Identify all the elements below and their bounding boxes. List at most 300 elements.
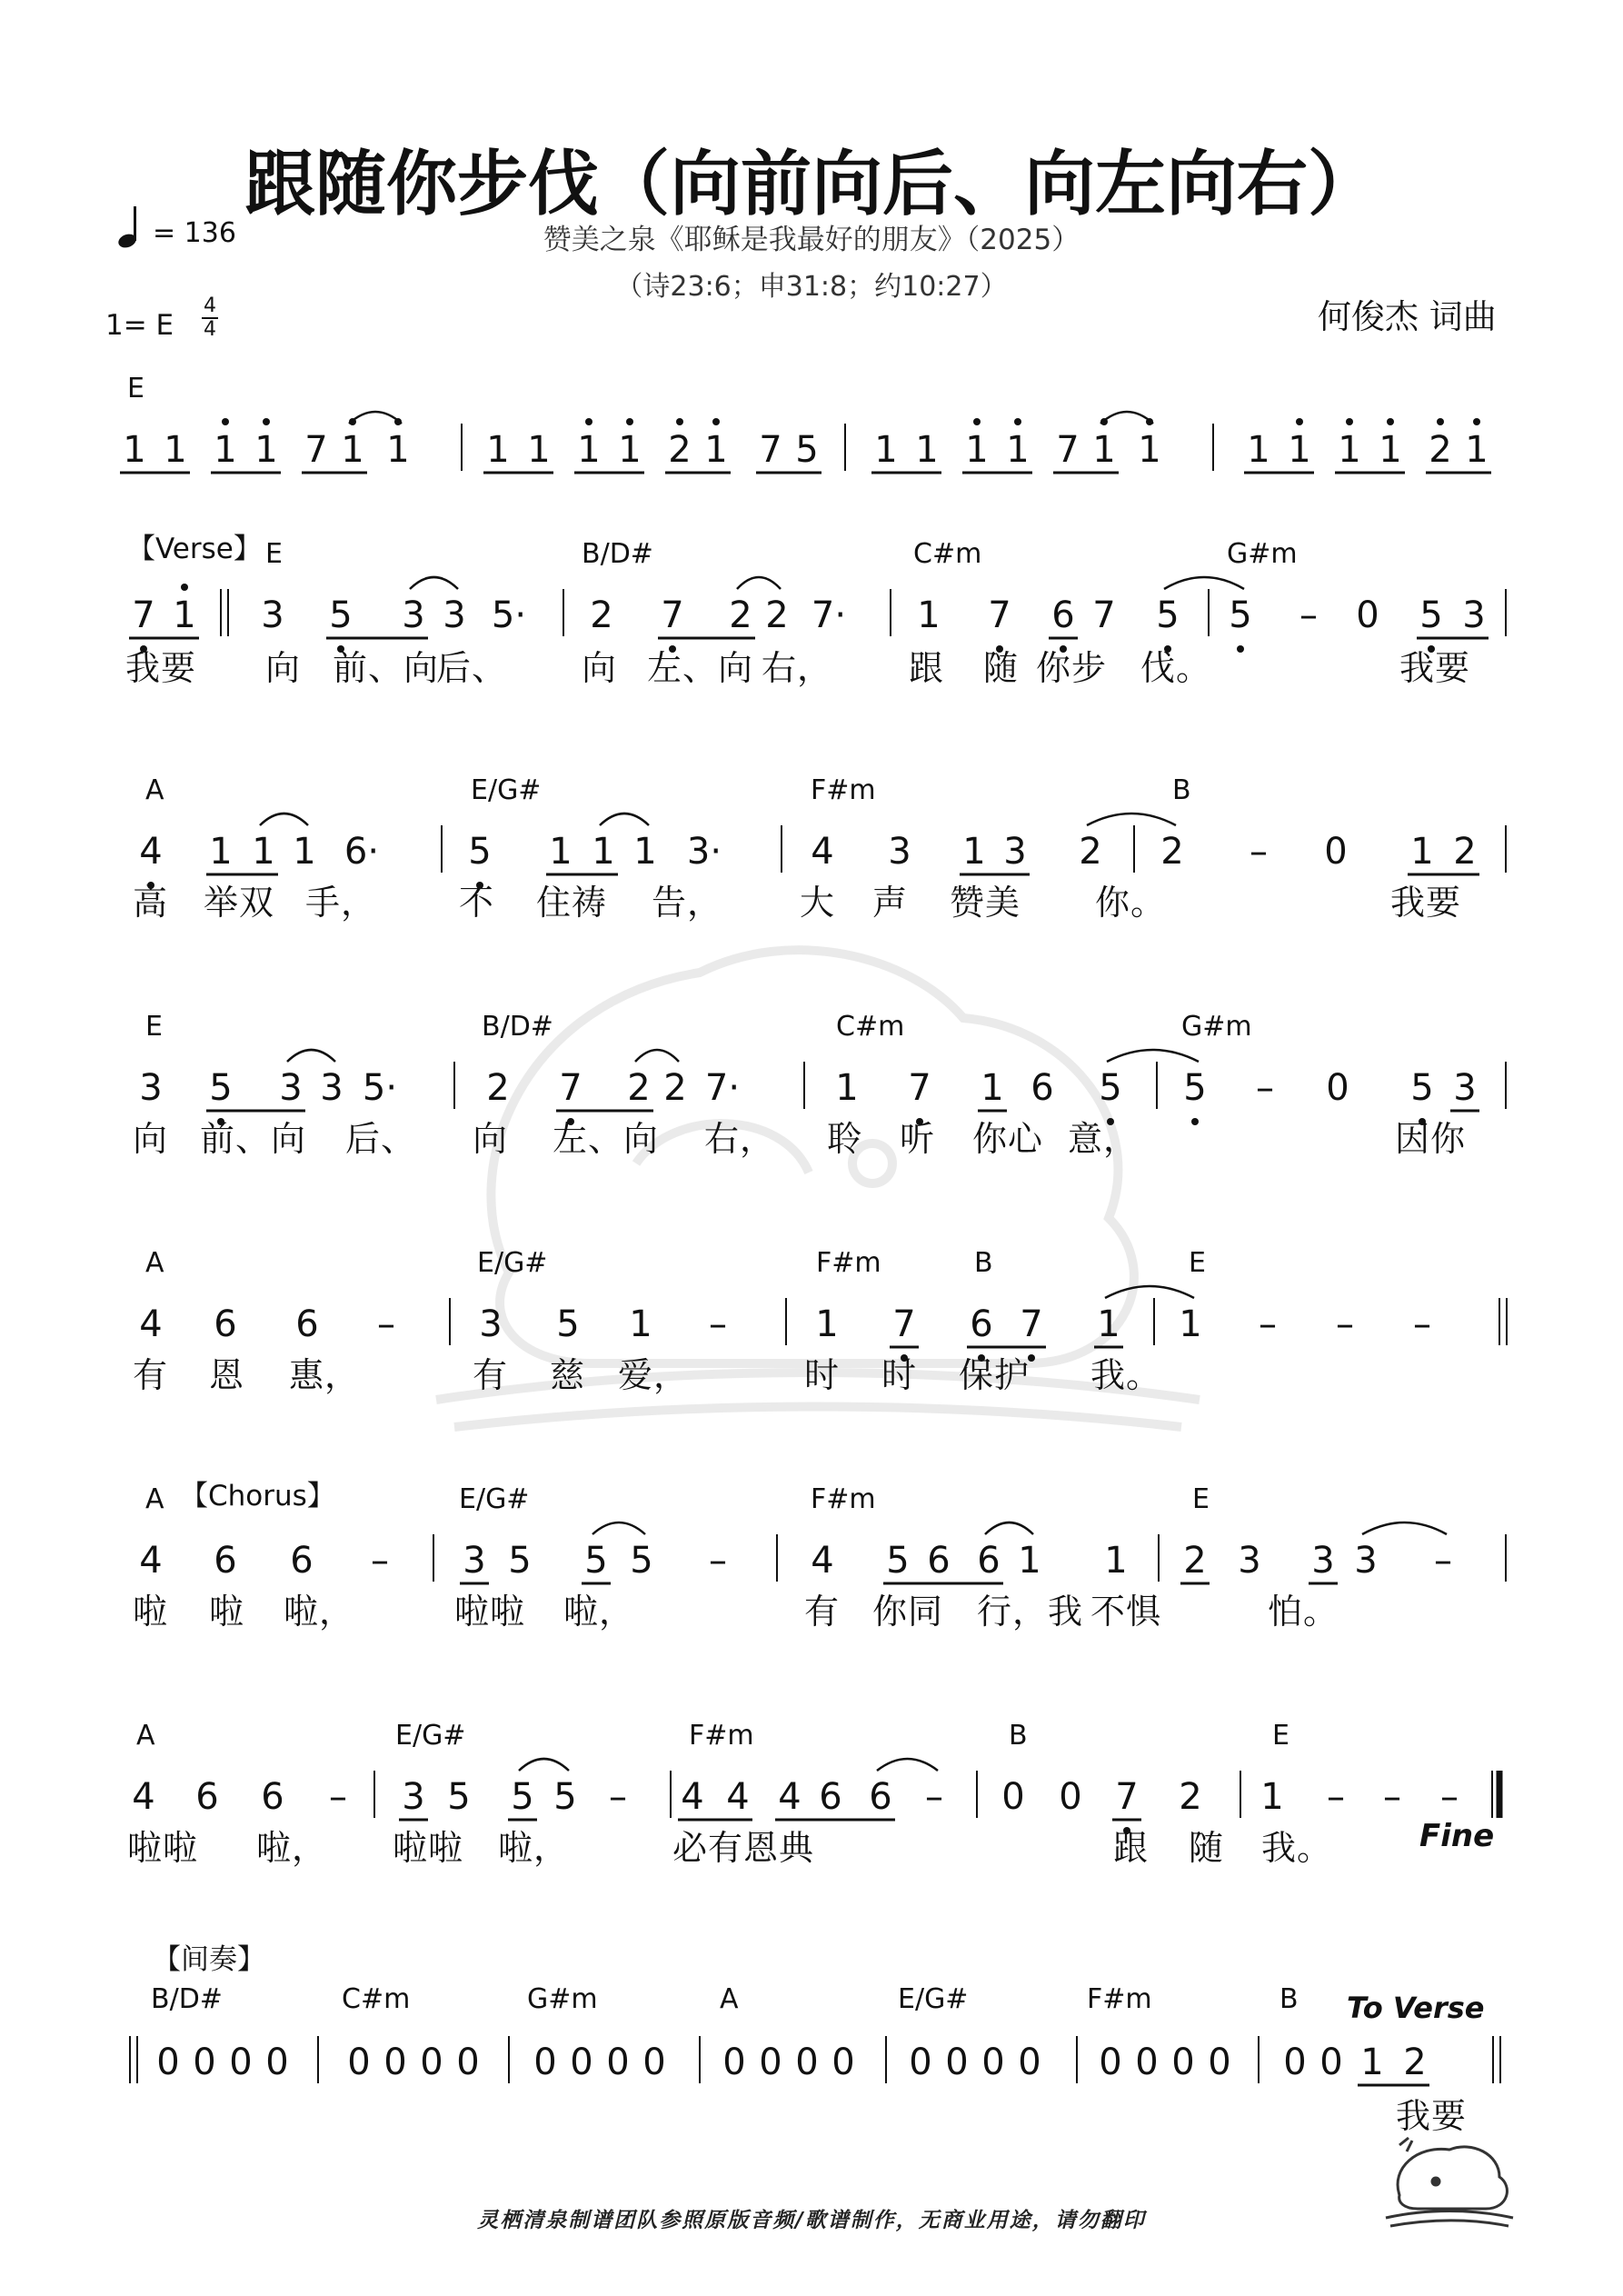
lyric-word: 我要 bbox=[1399, 648, 1471, 688]
note-number: 7 bbox=[1020, 1303, 1043, 1345]
lyric-word: 啦， bbox=[284, 1592, 355, 1632]
lyric-word: 意， bbox=[1068, 1119, 1140, 1159]
tie-arc bbox=[260, 814, 308, 825]
note-number: 1 bbox=[577, 429, 601, 471]
lyric-word: 右， bbox=[762, 648, 833, 688]
lyric-word: 惠， bbox=[289, 1355, 361, 1395]
lyric-word: 有 bbox=[804, 1592, 841, 1632]
note-number: 2 bbox=[1403, 2041, 1427, 2083]
note-number: 4 bbox=[681, 1776, 704, 1818]
octave-dot-high bbox=[1473, 418, 1480, 425]
octave-dot-high bbox=[712, 418, 720, 425]
note-number: 1 bbox=[962, 831, 986, 873]
note-number: – bbox=[925, 1776, 943, 1818]
lyric-word: 右， bbox=[704, 1119, 776, 1159]
note-number: 4 bbox=[811, 1540, 834, 1582]
note-number: 0 bbox=[229, 2041, 253, 2083]
section-label-verse: 【Verse】 bbox=[127, 533, 262, 565]
note-number: 2 bbox=[1453, 831, 1477, 873]
note-number: 6 bbox=[195, 1776, 219, 1818]
note-number: 0 bbox=[1324, 831, 1348, 873]
lyric-word: 后、 bbox=[436, 648, 508, 688]
note-number: 1 bbox=[1260, 1776, 1284, 1818]
note-number: 1 bbox=[1104, 1540, 1128, 1582]
chord-symbol: B bbox=[974, 1247, 993, 1279]
note-number: 1 bbox=[592, 831, 615, 873]
note-number: 1 bbox=[1097, 1303, 1120, 1345]
chord-symbol: E/G# bbox=[477, 1247, 548, 1279]
lyric-word: 随 bbox=[1189, 1828, 1225, 1868]
chord-symbol: A bbox=[145, 1483, 164, 1515]
lyric-word: 举双 bbox=[204, 883, 275, 923]
note-number: 0 bbox=[193, 2041, 216, 2083]
lyric-word: 啦， bbox=[256, 1828, 328, 1868]
note-number: 1 bbox=[965, 429, 989, 471]
note-number: 1 bbox=[164, 429, 187, 471]
octave-dot-high bbox=[585, 418, 592, 425]
octave-dot-high bbox=[263, 418, 270, 425]
lyric-word: 告， bbox=[652, 883, 723, 923]
lyric-word: 时 bbox=[881, 1355, 918, 1395]
note-number: 6 bbox=[977, 1540, 1001, 1582]
note-number: 6 bbox=[290, 1540, 314, 1582]
note-number: 1 bbox=[1338, 429, 1361, 471]
lyric-word: 住祷 bbox=[536, 883, 608, 923]
note-number: 2 bbox=[1160, 831, 1184, 873]
tie-arc bbox=[877, 1759, 938, 1771]
chord-symbol: E bbox=[145, 1011, 163, 1043]
note-number: 5 bbox=[1410, 1067, 1434, 1109]
note-number: 7 bbox=[892, 1303, 916, 1345]
lyric-word: 啦， bbox=[563, 1592, 635, 1632]
note-number: 7 bbox=[1056, 429, 1080, 471]
lyric-word: 有 bbox=[473, 1355, 509, 1395]
note-number: – bbox=[1440, 1776, 1459, 1818]
note-number: 1 bbox=[618, 429, 642, 471]
note-number: 7· bbox=[704, 1067, 741, 1109]
note-number: 0 bbox=[347, 2041, 371, 2083]
lyric-word: 我要 bbox=[1396, 2096, 1468, 2136]
note-number: 1 bbox=[874, 429, 898, 471]
chord-symbol: B/D# bbox=[151, 1983, 223, 2015]
lyric-word: 啦 bbox=[209, 1592, 245, 1632]
note-number: – bbox=[1336, 1303, 1354, 1345]
note-number: 3 bbox=[1238, 1540, 1261, 1582]
lyric-word: 手， bbox=[305, 883, 377, 923]
note-number: 1 bbox=[341, 429, 364, 471]
note-number: 6 bbox=[927, 1540, 951, 1582]
lyric-word: 听 bbox=[900, 1119, 936, 1159]
note-number: 0 bbox=[1135, 2041, 1159, 2083]
note-number: – bbox=[609, 1776, 627, 1818]
note-number: 7· bbox=[811, 594, 847, 636]
note-number: 0 bbox=[156, 2041, 180, 2083]
note-number: 1 bbox=[1092, 429, 1116, 471]
note-number: 1 bbox=[1179, 1303, 1202, 1345]
lyric-word: 你同 bbox=[872, 1592, 944, 1632]
note-number: 6 bbox=[214, 1303, 237, 1345]
note-number: – bbox=[1434, 1540, 1452, 1582]
tie-arc bbox=[1105, 1286, 1194, 1298]
octave-dot-high bbox=[676, 418, 683, 425]
lyric-word: 不 bbox=[459, 883, 495, 923]
chord-symbol: E/G# bbox=[395, 1720, 466, 1752]
section-label-chorus: 【Chorus】 bbox=[180, 1480, 335, 1512]
note-number: 1 bbox=[1247, 429, 1270, 471]
lyric-word: 你步 bbox=[1036, 648, 1108, 688]
note-number: 7 bbox=[1092, 594, 1116, 636]
note-number: 1 bbox=[527, 429, 551, 471]
tie-arc bbox=[1362, 1522, 1447, 1534]
lyric-word: 大 bbox=[800, 883, 836, 923]
note-number: 1 bbox=[1360, 2041, 1384, 2083]
note-number: 2 bbox=[1429, 429, 1452, 471]
note-number: 0 bbox=[456, 2041, 480, 2083]
note-number: 0 bbox=[1171, 2041, 1195, 2083]
note-number: 0 bbox=[1326, 1067, 1349, 1109]
note-number: 6 bbox=[295, 1303, 319, 1345]
note-number: 4 bbox=[139, 1303, 163, 1345]
note-number: 0 bbox=[795, 2041, 819, 2083]
note-number: 0 bbox=[383, 2041, 407, 2083]
octave-dot-low bbox=[1191, 1118, 1199, 1125]
note-number: 1 bbox=[252, 831, 275, 873]
note-number: 1 bbox=[1018, 1540, 1041, 1582]
lyric-word: 赞美 bbox=[950, 883, 1021, 923]
tie-arc bbox=[1107, 1050, 1199, 1062]
chord-symbol: B bbox=[1172, 774, 1191, 806]
note-number: 2 bbox=[590, 594, 613, 636]
chord-symbol: A bbox=[145, 1247, 164, 1279]
note-number: – bbox=[1250, 831, 1268, 873]
note-number: 5 bbox=[556, 1303, 580, 1345]
note-number: 0 bbox=[981, 2041, 1005, 2083]
note-number: 1 bbox=[835, 1067, 859, 1109]
lyric-word: 啦啦 bbox=[454, 1592, 526, 1632]
note-number: 2 bbox=[627, 1067, 651, 1109]
lyric-word: 跟 bbox=[1113, 1828, 1150, 1868]
note-number: 3 bbox=[1453, 1067, 1477, 1109]
note-number: 1 bbox=[1410, 831, 1434, 873]
chord-symbol: B bbox=[1009, 1720, 1028, 1752]
note-number: 6 bbox=[1051, 594, 1075, 636]
note-number: 1 bbox=[815, 1303, 839, 1345]
lyric-word: 伐。 bbox=[1140, 648, 1212, 688]
note-number: 3 bbox=[1354, 1540, 1378, 1582]
tie-arc bbox=[592, 1522, 645, 1534]
lyric-word: 我要 bbox=[1390, 883, 1462, 923]
album-subtitle: 赞美之泉《耶稣是我最好的朋友》（2025） bbox=[543, 224, 1080, 256]
note-number: 0 bbox=[945, 2041, 969, 2083]
note-number: 1 bbox=[254, 429, 278, 471]
fine-marker: Fine bbox=[1419, 1818, 1495, 1854]
tie-arc bbox=[737, 577, 781, 589]
note-number: 7 bbox=[132, 594, 155, 636]
note-number: 0 bbox=[1001, 1776, 1025, 1818]
note-number: 6 bbox=[214, 1540, 237, 1582]
note-number: 7 bbox=[759, 429, 782, 471]
chord-symbol: E bbox=[127, 373, 144, 404]
lyric-word: 声 bbox=[872, 883, 909, 923]
lyric-word: 必有恩典 bbox=[672, 1828, 815, 1868]
note-number: – bbox=[709, 1540, 727, 1582]
tie-arc bbox=[1100, 412, 1153, 424]
note-number: 2 bbox=[765, 594, 789, 636]
chord-symbol: A bbox=[145, 774, 164, 806]
note-number: – bbox=[709, 1303, 727, 1345]
note-number: 2 bbox=[486, 1067, 510, 1109]
chord-symbol: E/G# bbox=[459, 1483, 530, 1515]
lyric-word: 前、向 bbox=[200, 1119, 307, 1159]
note-number: 2 bbox=[1079, 831, 1102, 873]
lyric-word: 你心 bbox=[972, 1119, 1044, 1159]
lyric-word: 啦啦 bbox=[127, 1828, 199, 1868]
octave-dot-high bbox=[1296, 418, 1303, 425]
chord-symbol: F#m bbox=[689, 1720, 754, 1752]
note-number: 7 bbox=[1115, 1776, 1139, 1818]
section-label-interlude: 【间奏】 bbox=[153, 1943, 265, 1976]
scripture-reference: （诗23:6；申31:8；约10:27） bbox=[615, 271, 1008, 303]
note-number: 3 bbox=[463, 1540, 486, 1582]
note-number: 0 bbox=[1018, 2041, 1041, 2083]
note-number: 5 bbox=[553, 1776, 577, 1818]
note-number: 0 bbox=[642, 2041, 666, 2083]
octave-dot-high bbox=[181, 584, 188, 591]
note-number: – bbox=[1259, 1303, 1277, 1345]
note-number: 0 bbox=[606, 2041, 630, 2083]
note-number: 2 bbox=[663, 1067, 687, 1109]
lyric-word: 前、向 bbox=[333, 648, 440, 688]
note-number: 1 bbox=[917, 594, 941, 636]
lyric-word: 你。 bbox=[1095, 883, 1167, 923]
tie-arc bbox=[1087, 814, 1176, 825]
lyric-word: 慈 bbox=[550, 1355, 586, 1395]
chord-symbol: C#m bbox=[913, 538, 982, 570]
note-number: 5 bbox=[584, 1540, 608, 1582]
note-number: – bbox=[1327, 1776, 1345, 1818]
lyric-word: 聆 bbox=[827, 1119, 863, 1159]
note-number: 0 bbox=[1208, 2041, 1231, 2083]
note-number: 4 bbox=[139, 1540, 163, 1582]
note-number: 0 bbox=[1283, 2041, 1307, 2083]
lyric-word: 啦， bbox=[498, 1828, 570, 1868]
note-number: – bbox=[1256, 1067, 1274, 1109]
note-number: 7 bbox=[559, 1067, 582, 1109]
note-number: 4 bbox=[132, 1776, 155, 1818]
note-number: 6 bbox=[261, 1776, 284, 1818]
chord-symbol: A bbox=[136, 1720, 155, 1752]
note-number: 6 bbox=[819, 1776, 842, 1818]
note-number: 1 bbox=[915, 429, 939, 471]
octave-dot-high bbox=[626, 418, 633, 425]
lyric-word: 保护 bbox=[959, 1355, 1031, 1395]
song-title: 跟随你步伐（向前向后、向左向右） bbox=[244, 144, 1379, 225]
tie-arc bbox=[519, 1759, 569, 1771]
note-number: 0 bbox=[570, 2041, 593, 2083]
octave-dot-high bbox=[1014, 418, 1021, 425]
chord-symbol: F#m bbox=[811, 1483, 876, 1515]
note-number: 0 bbox=[759, 2041, 782, 2083]
tie-arc bbox=[410, 577, 458, 589]
lyric-word: 我。 bbox=[1261, 1828, 1333, 1868]
note-number: 5 bbox=[1183, 1067, 1207, 1109]
lyric-word: 怕。 bbox=[1268, 1592, 1339, 1632]
note-number: 0 bbox=[722, 2041, 746, 2083]
chord-symbol: C#m bbox=[836, 1011, 905, 1043]
tie-arc bbox=[635, 1050, 679, 1062]
lyric-word: 行，我 bbox=[977, 1592, 1084, 1632]
lyric-word: 高 bbox=[133, 883, 169, 923]
note-number: – bbox=[377, 1303, 395, 1345]
note-number: 1 bbox=[549, 831, 573, 873]
note-number: 2 bbox=[668, 429, 692, 471]
octave-dot-high bbox=[222, 418, 229, 425]
lyric-word: 啦 bbox=[133, 1592, 169, 1632]
meter-numerator: 4 bbox=[204, 294, 216, 317]
note-number: 0 bbox=[420, 2041, 443, 2083]
tie-arc bbox=[1164, 577, 1244, 589]
lyric-word: 有 bbox=[133, 1355, 169, 1395]
lyric-word: 恩 bbox=[209, 1355, 245, 1395]
note-number: 3 bbox=[279, 1067, 303, 1109]
note-number: 3 bbox=[888, 831, 911, 873]
note-number: 5 bbox=[447, 1776, 471, 1818]
octave-dot-high bbox=[1387, 418, 1394, 425]
chord-symbol: B bbox=[1279, 1983, 1299, 2015]
note-number: 1 bbox=[123, 429, 146, 471]
chord-symbol: E bbox=[265, 538, 283, 570]
note-number: 4 bbox=[139, 831, 163, 873]
note-number: 5 bbox=[886, 1540, 910, 1582]
tie-arc bbox=[600, 814, 649, 825]
note-number: 1 bbox=[1465, 429, 1489, 471]
chord-symbol: F#m bbox=[816, 1247, 881, 1279]
note-number: 0 bbox=[1356, 594, 1379, 636]
note-number: 3 bbox=[402, 1776, 425, 1818]
note-number: 2 bbox=[729, 594, 752, 636]
note-number: 4 bbox=[726, 1776, 750, 1818]
chord-symbol: E bbox=[1192, 1483, 1210, 1515]
note-number: 1 bbox=[633, 831, 657, 873]
note-number: 1 bbox=[629, 1303, 652, 1345]
note-number: 4 bbox=[811, 831, 834, 873]
lyric-word: 向 bbox=[133, 1119, 169, 1159]
note-number: 7 bbox=[988, 594, 1011, 636]
note-number: 1 bbox=[1138, 429, 1161, 471]
note-number: 5 bbox=[1419, 594, 1443, 636]
lyric-word: 因你 bbox=[1395, 1119, 1467, 1159]
lyric-word: 不惧 bbox=[1090, 1592, 1162, 1632]
note-number: 3 bbox=[261, 594, 284, 636]
lyric-word: 向 bbox=[265, 648, 302, 688]
note-number: 1 bbox=[981, 1067, 1004, 1109]
note-number: 1 bbox=[293, 831, 316, 873]
chord-symbol: G#m bbox=[1181, 1011, 1252, 1043]
tempo-value: = 136 bbox=[153, 217, 236, 249]
key-signature: 1= E bbox=[105, 309, 174, 342]
note-number: 1 bbox=[214, 429, 237, 471]
note-number: 0 bbox=[533, 2041, 557, 2083]
note-number: 6 bbox=[869, 1776, 892, 1818]
to-verse-marker: To Verse bbox=[1347, 1991, 1485, 2025]
note-number: 1 bbox=[704, 429, 728, 471]
note-number: 5 bbox=[209, 1067, 233, 1109]
note-number: 3 bbox=[1462, 594, 1486, 636]
note-number: 5 bbox=[1099, 1067, 1122, 1109]
chord-symbol: B/D# bbox=[582, 538, 653, 570]
note-number: 3 bbox=[1311, 1540, 1335, 1582]
note-number: 0 bbox=[1059, 1776, 1082, 1818]
lyric-word: 我要 bbox=[125, 648, 197, 688]
chord-symbol: A bbox=[720, 1983, 739, 2015]
note-number: 0 bbox=[831, 2041, 855, 2083]
note-number: 0 bbox=[1099, 2041, 1122, 2083]
lyric-word: 左、向 bbox=[553, 1119, 660, 1159]
note-number: 5 bbox=[329, 594, 353, 636]
meter-denominator: 4 bbox=[204, 318, 216, 341]
note-number: 0 bbox=[1319, 2041, 1343, 2083]
note-number: 1 bbox=[209, 831, 233, 873]
chord-symbol: E/G# bbox=[471, 774, 542, 806]
note-number: 3 bbox=[479, 1303, 503, 1345]
note-number: 5 bbox=[1229, 594, 1252, 636]
octave-dot-high bbox=[1346, 418, 1353, 425]
lyric-word: 后、 bbox=[345, 1119, 417, 1159]
lyric-word: 随 bbox=[983, 648, 1020, 688]
note-number: 5 bbox=[795, 429, 819, 471]
lyric-word: 爱， bbox=[618, 1355, 690, 1395]
note-number: 5 bbox=[468, 831, 492, 873]
lyric-word: 我。 bbox=[1090, 1355, 1162, 1395]
note-number: – bbox=[1383, 1776, 1401, 1818]
note-number: – bbox=[1299, 594, 1318, 636]
note-number: 0 bbox=[265, 2041, 289, 2083]
chord-symbol: G#m bbox=[527, 1983, 598, 2015]
chord-symbol: F#m bbox=[811, 774, 876, 806]
note-number: 5· bbox=[362, 1067, 398, 1109]
note-number: – bbox=[1413, 1303, 1431, 1345]
chord-symbol: C#m bbox=[342, 1983, 411, 2015]
note-number: 6 bbox=[970, 1303, 993, 1345]
note-number: 7 bbox=[304, 429, 328, 471]
note-number: 5 bbox=[508, 1540, 532, 1582]
note-number: 3 bbox=[1003, 831, 1027, 873]
note-number: 7 bbox=[661, 594, 684, 636]
note-number: 1 bbox=[486, 429, 510, 471]
chord-symbol: E bbox=[1189, 1247, 1206, 1279]
note-number: – bbox=[329, 1776, 347, 1818]
note-number: 2 bbox=[1183, 1540, 1207, 1582]
tie-arc bbox=[287, 1050, 335, 1062]
footer-disclaimer: 灵栖清泉制谱团队参照原版音频/歌谱制作，无商业用途，请勿翻印 bbox=[477, 2209, 1146, 2232]
chord-symbol: G#m bbox=[1227, 538, 1298, 570]
note-number: 1 bbox=[1006, 429, 1030, 471]
tie-arc bbox=[985, 1522, 1033, 1534]
chord-symbol: B/D# bbox=[482, 1011, 553, 1043]
note-number: 3 bbox=[402, 594, 425, 636]
note-number: 1 bbox=[173, 594, 196, 636]
lyric-word: 向 bbox=[582, 648, 618, 688]
lyric-word: 左、向 bbox=[647, 648, 754, 688]
note-number: 5 bbox=[1156, 594, 1180, 636]
note-number: 5· bbox=[491, 594, 527, 636]
note-number: 7 bbox=[908, 1067, 931, 1109]
octave-dot-high bbox=[973, 418, 981, 425]
note-number: 1 bbox=[1288, 429, 1311, 471]
note-number: 3 bbox=[443, 594, 466, 636]
note-number: 5 bbox=[630, 1540, 653, 1582]
author-credit: 何俊杰 词曲 bbox=[1318, 297, 1497, 336]
